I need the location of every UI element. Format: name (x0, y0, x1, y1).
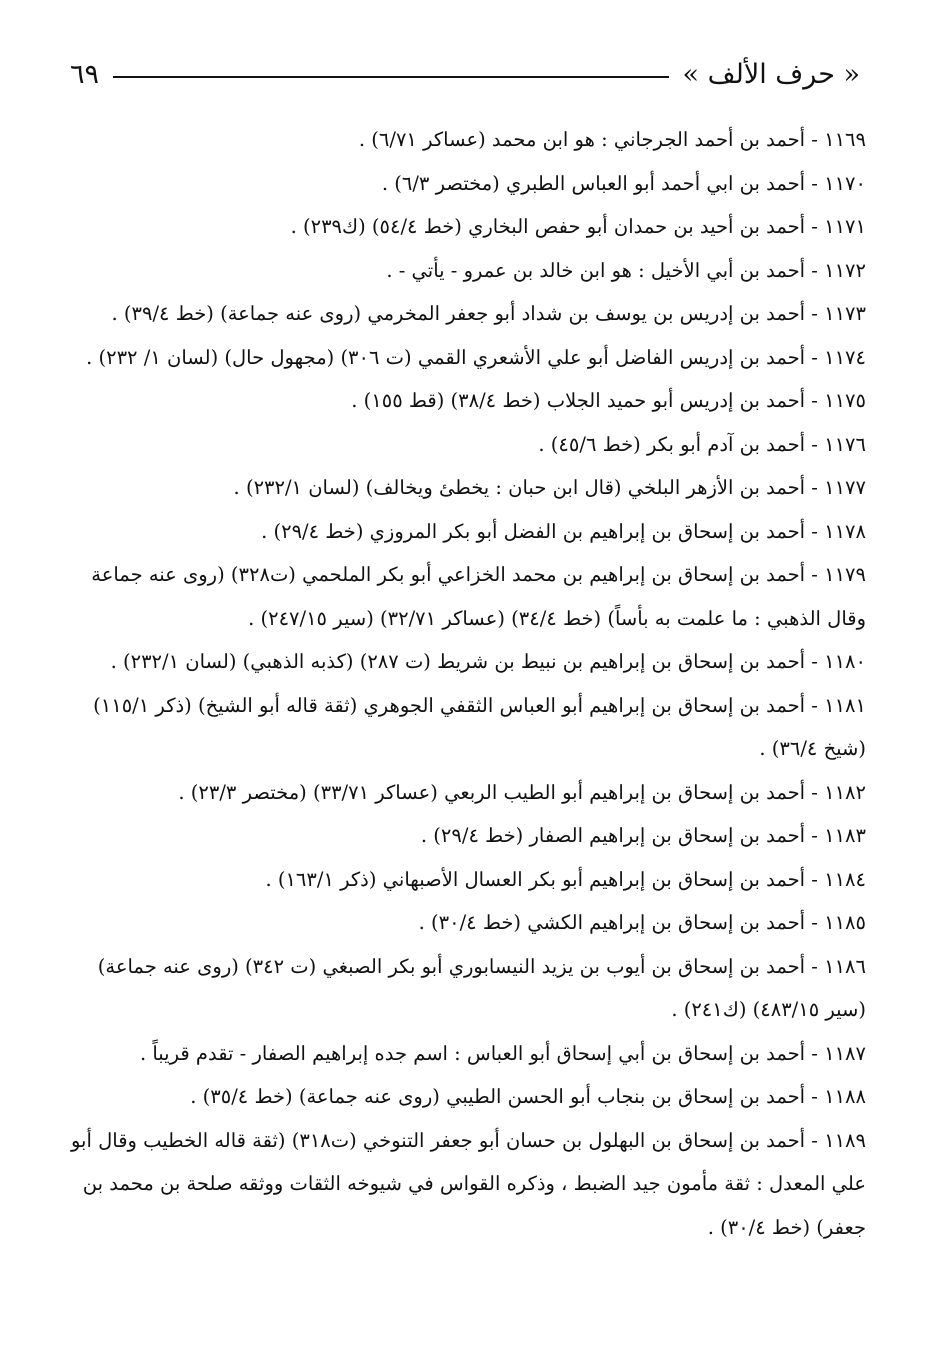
entry-text: أحمد بن الأزهر البلخي (قال ابن حبان : يخطئ ويخالف) (لسان ٢٣٢/١) . (233, 476, 806, 499)
entry: ١١٦٩ - أحمد بن أحمد الجرجاني : هو ابن محمد (عساكر ٦/٧١) . (358, 128, 866, 151)
entry-number: ١١٧٦ (824, 432, 866, 456)
entry-number: ١١٨٦ (824, 954, 866, 978)
entry-number: ١١٨٧ (824, 1041, 866, 1065)
entry-number: ١١٧٨ (824, 519, 866, 543)
entry-number: ١١٦٩ (824, 128, 866, 151)
entry: ١١٨٢ - أحمد بن إسحاق بن إبراهيم أبو الطيب الربعي (عساكر ٣٣/٧١) (مختصر ٢٣/٣) . (178, 780, 866, 804)
entry-text: أحمد بن إسحاق بن إبراهيم أبو العباس الثقفي الجوهري (ثقة قاله أبو الشيخ) (ذكر ١١٥/١) (شيخ ٣٦/٤) . (93, 693, 866, 760)
entry: ١١٧٩ - أحمد بن إسحاق بن إبراهيم بن محمد الخزاعي أبو بكر الملحمي (ت٣٢٨) (روى عنه جماعة وقال الذهبي : ما علمت به بأساً) (خط ٣٤/٤) (عساكر ٣٢/٧١) (سير ٢٤٧/١٥) . (91, 563, 866, 630)
entry-text: أحمد بن إسحاق بن إبراهيم الصفار (خط ٢٩/٤) . (420, 824, 806, 847)
entry-number: ١١٨٨ (824, 1085, 866, 1108)
entry-number: ١١٧٧ (824, 476, 866, 499)
entry: ١١٧٠ - أحمد بن ابي أحمد أبو العباس الطبري (مختصر ٦/٣) . (381, 171, 866, 195)
entry: ١١٧٥ - أحمد بن إدريس أبو حميد الجلاب (خط ٣٨/٤) (قط ١٥٥) . (351, 389, 866, 412)
entry: ١١٧٨ - أحمد بن إسحاق بن إبراهيم بن الفضل أبو بكر المروزي (خط ٢٩/٤) . (261, 519, 866, 543)
entry-text: أحمد بن آدم أبو بكر (خط ٤٥/٦) . (538, 432, 806, 456)
entry: ١١٧٢ - أحمد بن أبي الأخيل : هو ابن خالد بن عمرو - يأتي - . (386, 258, 866, 282)
entry-text: أحمد بن إسحاق بن إبراهيم بن الفضل أبو بكر المروزي (خط ٢٩/٤) . (261, 519, 806, 543)
entry: ١١٨٠ - أحمد بن إسحاق بن إبراهيم بن نبيط بن شريط (ت ٢٨٧) (كذبه الذهبي) (لسان ٢٣٢/١) . (110, 650, 866, 673)
entry-text: أحمد بن إسحاق بن إبراهيم الكشي (خط ٣٠/٤) . (418, 911, 806, 934)
entry-text: أحمد بن إسحاق بن إبراهيم بن نبيط بن شريط (ت ٢٨٧) (كذبه الذهبي) (لسان ٢٣٢/١) . (110, 650, 806, 673)
entry-number: ١١٨٢ (824, 780, 866, 804)
page-header (70, 54, 860, 94)
entry-text: أحمد بن إدريس بن يوسف بن شداد أبو جعفر المخرمي (روى عنه جماعة) (خط ٣٩/٤) . (111, 302, 806, 325)
entry: ١١٨٣ - أحمد بن إسحاق بن إبراهيم الصفار (خط ٢٩/٤) . (420, 824, 866, 847)
entry: ١١٨٧ - أحمد بن إسحاق بن أبي إسحاق أبو العباس : اسم جده إبراهيم الصفار - تقدم قريباً . (139, 1041, 866, 1065)
entry: ١١٧٦ - أحمد بن آدم أبو بكر (خط ٤٥/٦) . (538, 432, 866, 456)
entry: ١١٧١ - أحمد بن أحيد بن حمدان أبو حفص البخاري (خط ٥٤/٤) (ك٢٣٩) . (290, 215, 866, 238)
page-number: ٦٩ (70, 58, 100, 90)
entry: ١١٨٨ - أحمد بن إسحاق بن بنجاب أبو الحسن الطيبي (روى عنه جماعة) (خط ٣٥/٤) . (190, 1085, 866, 1108)
header-rule (113, 76, 669, 78)
entry-number: ١١٧٤ (824, 345, 866, 369)
entry-number: ١١٧٢ (824, 258, 866, 282)
entry-number: ١١٨٩ (824, 1128, 866, 1152)
entry-text: أحمد بن أحمد الجرجاني : هو ابن محمد (عساكر ٦/٧١) . (358, 128, 806, 151)
entry-number: ١١٨١ (824, 693, 866, 717)
entry: ١١٧٧ - أحمد بن الأزهر البلخي (قال ابن حبان : يخطئ ويخالف) (لسان ٢٣٢/١) . (233, 476, 866, 499)
entry-text: أحمد بن أبي الأخيل : هو ابن خالد بن عمرو - يأتي - . (386, 258, 806, 282)
entry-text: أحمد بن ابي أحمد أبو العباس الطبري (مختصر ٦/٣) . (381, 171, 806, 195)
entry-number: ١١٧٩ (824, 563, 866, 586)
entry-text: أحمد بن إسحاق بن أبي إسحاق أبو العباس : اسم جده إبراهيم الصفار - تقدم قريباً . (139, 1041, 806, 1065)
entry-list (66, 118, 866, 1249)
entry-number: ١١٨٠ (824, 650, 866, 673)
entry-text: أحمد بن إسحاق بن بنجاب أبو الحسن الطيبي (روى عنه جماعة) (خط ٣٥/٤) . (190, 1085, 806, 1108)
entry-number: ١١٧٠ (824, 171, 866, 195)
entry: ١١٨١ - أحمد بن إسحاق بن إبراهيم أبو العباس الثقفي الجوهري (ثقة قاله أبو الشيخ) (ذكر ١١٥/١) (شيخ ٣٦/٤) . (93, 693, 866, 760)
entry-text: أحمد بن أحيد بن حمدان أبو حفص البخاري (خط ٥٤/٤) (ك٢٣٩) . (290, 215, 806, 238)
entry-number: ١١٨٤ (824, 867, 866, 891)
entry-text: أحمد بن إسحاق بن إبراهيم أبو الطيب الربعي (عساكر ٣٣/٧١) (مختصر ٢٣/٣) . (178, 780, 806, 804)
entry: ١١٨٦ - أحمد بن إسحاق بن أيوب بن يزيد النيسابوري أبو بكر الصبغي (ت ٣٤٢) (روى عنه جماعة) (سير ٤٨٣/١٥) (ك٢٤١) . (97, 954, 866, 1021)
entry: ١١٨٥ - أحمد بن إسحاق بن إبراهيم الكشي (خط ٣٠/٤) . (418, 911, 866, 934)
entry-number: ١١٧٣ (824, 302, 866, 325)
entry-text: أحمد بن إسحاق بن أيوب بن يزيد النيسابوري أبو بكر الصبغي (ت ٣٤٢) (روى عنه جماعة) (سير ٤٨٣/١٥) (ك٢٤١) . (97, 954, 866, 1021)
entry-text: أحمد بن إدريس أبو حميد الجلاب (خط ٣٨/٤) (قط ١٥٥) . (351, 389, 806, 412)
entry-text: أحمد بن إدريس الفاضل أبو علي الأشعري القمي (ت ٣٠٦) (مجهول حال) (لسان ١/ ٢٣٢) . (86, 345, 806, 369)
entry: ١١٨٩ - أحمد بن إسحاق بن البهلول بن حسان أبو جعفر التنوخي (ت٣١٨) (ثقة قاله الخطيب وقال أبو علي المعدل : ثقة مأمون جيد الضبط ، وذكره القواس في شيوخه الثقات ووثقه صلحة بن محمد بن جعفر) (خط ٣٠/٤) . (70, 1128, 866, 1239)
entry-text: أحمد بن إسحاق بن البهلول بن حسان أبو جعفر التنوخي (ت٣١٨) (ثقة قاله الخطيب وقال أبو علي المعدل : ثقة مأمون جيد الضبط ، وذكره القواس في شيوخه الثقات ووثقه صلحة بن محمد بن جعفر) (خط ٣٠/٤) . (70, 1128, 866, 1239)
entry: ١١٨٤ - أحمد بن إسحاق بن إبراهيم أبو بكر العسال الأصبهاني (ذكر ١٦٣/١) . (265, 867, 866, 891)
entry: ١١٧٣ - أحمد بن إدريس بن يوسف بن شداد أبو جعفر المخرمي (روى عنه جماعة) (خط ٣٩/٤) . (111, 302, 866, 325)
entry-number: ١١٧٥ (824, 389, 866, 412)
entry-number: ١١٨٥ (824, 911, 866, 934)
entry-number: ١١٧١ (824, 215, 866, 238)
entry-text: أحمد بن إسحاق بن إبراهيم بن محمد الخزاعي أبو بكر الملحمي (ت٣٢٨) (روى عنه جماعة وقال الذهبي : ما علمت به بأساً) (خط ٣٤/٤) (عساكر ٣٢/٧١) (سير ٢٤٧/١٥) . (91, 563, 866, 630)
entry-number: ١١٨٣ (824, 824, 866, 847)
entry-text: أحمد بن إسحاق بن إبراهيم أبو بكر العسال الأصبهاني (ذكر ١٦٣/١) . (265, 867, 806, 891)
chapter-title: « حرف الألف » (682, 58, 860, 90)
entry: ١١٧٤ - أحمد بن إدريس الفاضل أبو علي الأشعري القمي (ت ٣٠٦) (مجهول حال) (لسان ١/ ٢٣٢) . (86, 345, 866, 369)
